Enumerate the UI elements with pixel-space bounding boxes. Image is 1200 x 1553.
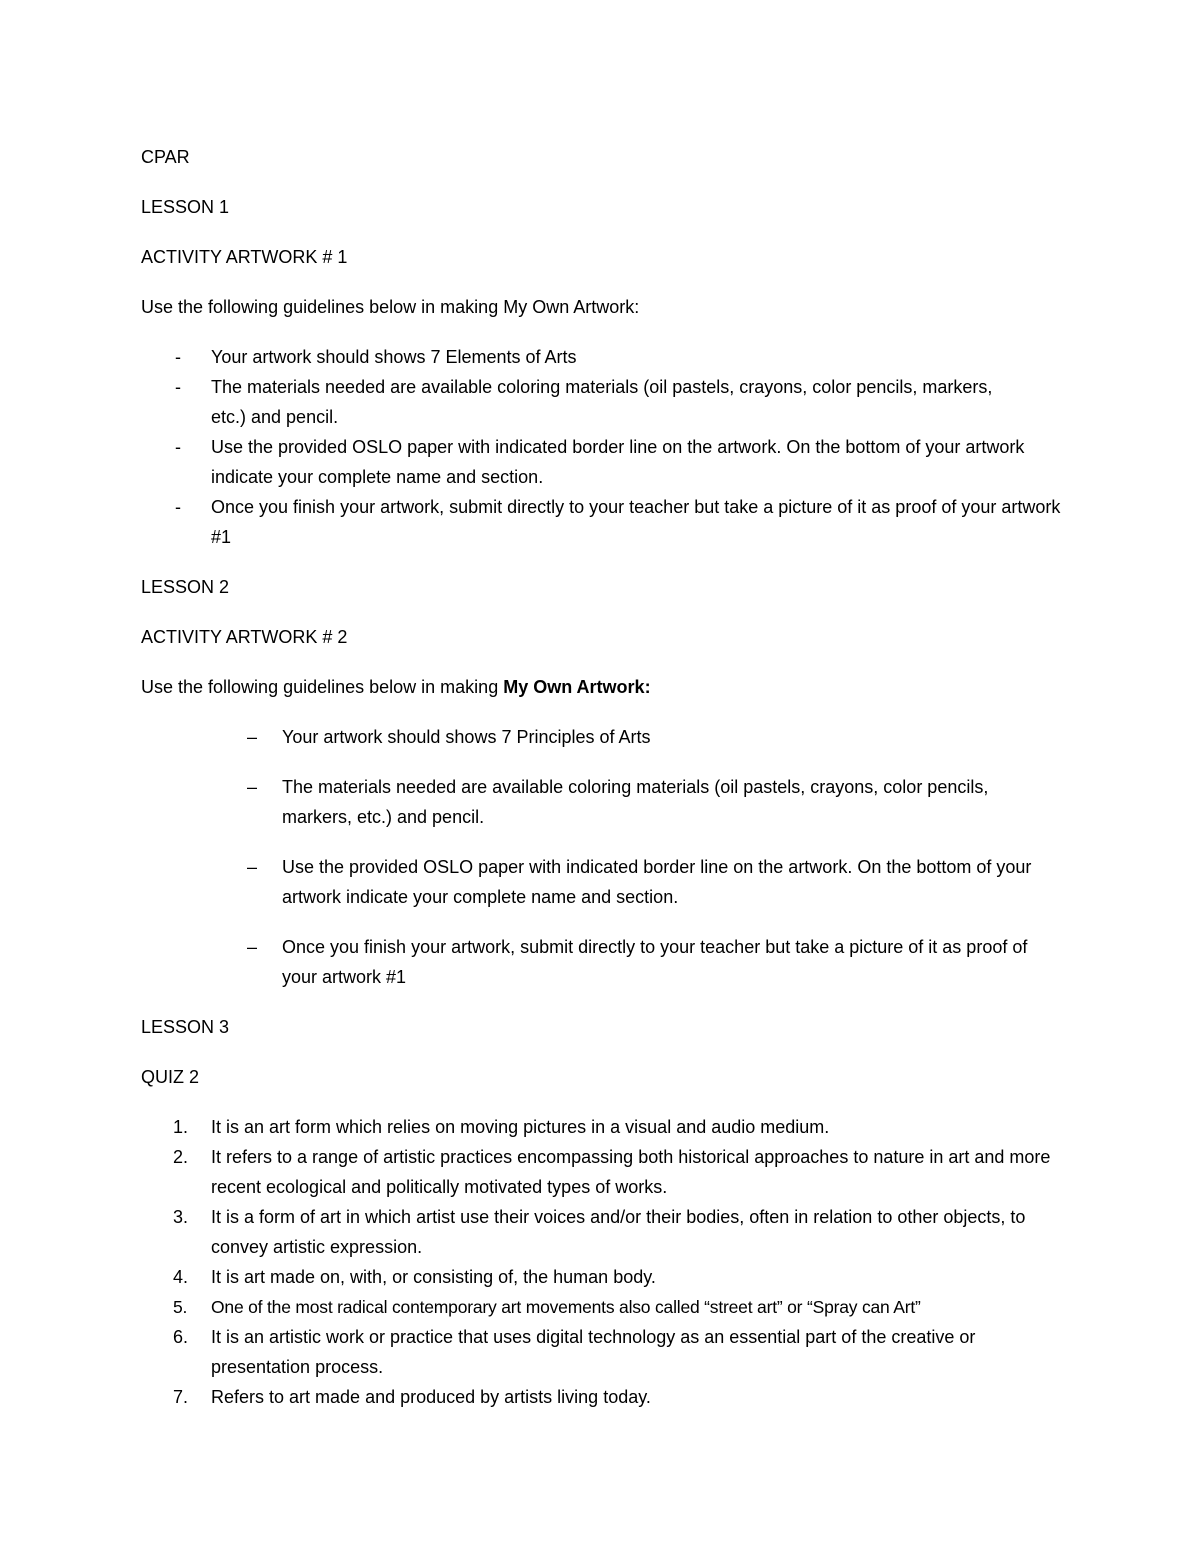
- activity-1-guidelines: [141, 342, 1061, 552]
- dash-bullet: -: [175, 347, 181, 367]
- question-number: 7.: [173, 1387, 189, 1407]
- list-item: [141, 1292, 1061, 1322]
- dash-bullet: -: [175, 437, 181, 457]
- guideline-text: Once you finish your artwork, submit directly to your teacher but take a picture of it as proof of your artwork #1: [211, 497, 1061, 547]
- emdash-bullet: –: [247, 777, 258, 797]
- list-item: [141, 772, 1062, 832]
- guideline-text: Use the provided OSLO paper with indicated border line on the artwork. On the bottom of your artwork indicate your complete name and section.: [282, 857, 1032, 907]
- list-item: [141, 1382, 1061, 1412]
- emdash-bullet: –: [247, 857, 258, 877]
- lesson-2-heading: LESSON 2: [141, 577, 230, 597]
- emdash-bullet: –: [247, 727, 258, 747]
- guideline-text: The materials needed are available coloring materials (oil pastels, crayons, color pencils, markers, etc.) and pencil.: [282, 777, 989, 827]
- guideline-text: Your artwork should shows 7 Principles of Arts: [282, 727, 651, 747]
- document-body: [141, 142, 1061, 1432]
- guideline-text: Your artwork should shows 7 Elements of Arts: [211, 347, 577, 367]
- list-item: [141, 852, 1062, 912]
- emdash-bullet: –: [247, 937, 258, 957]
- quiz-heading: QUIZ 2: [141, 1067, 200, 1087]
- guideline-text: The materials needed are available coloring materials (oil pastels, crayons, color pencils, markers, etc.) and pencil.: [211, 377, 993, 427]
- dash-bullet: -: [175, 497, 181, 517]
- question-text: One of the most radical contemporary art movements also called “street art” or “Spray can Art”: [211, 1297, 921, 1317]
- question-number: 6.: [173, 1327, 189, 1347]
- question-text: It is a form of art in which artist use their voices and/or their bodies, often in relation to other objects, to convey artistic expression.: [211, 1207, 1026, 1257]
- activity-1-heading: ACTIVITY ARTWORK # 1: [141, 247, 348, 267]
- list-item: [141, 1262, 1061, 1292]
- list-item: [141, 432, 1061, 492]
- course-title: CPAR: [141, 147, 190, 167]
- list-item: [141, 1142, 1061, 1202]
- list-item: [141, 722, 1061, 752]
- list-item: [141, 1202, 1061, 1262]
- question-number: 1.: [173, 1117, 189, 1137]
- question-text: Refers to art made and produced by artists living today.: [211, 1387, 651, 1407]
- guideline-text: Use the provided OSLO paper with indicated border line on the artwork. On the bottom of your artwork indicate your complete name and section.: [211, 437, 1025, 487]
- lesson-1-heading: LESSON 1: [141, 197, 230, 217]
- question-number: 3.: [173, 1207, 189, 1227]
- activity-2-heading: ACTIVITY ARTWORK # 2: [141, 627, 348, 647]
- question-text: It is an artistic work or practice that uses digital technology as an essential part of the creative or presentation process.: [211, 1327, 976, 1377]
- question-text: It refers to a range of artistic practices encompassing both historical approaches to nature in art and more recent ecological and politically motivated types of works.: [211, 1147, 1051, 1197]
- intro-bold-text: My Own Artwork:: [503, 677, 651, 697]
- question-text: It is an art form which relies on moving pictures in a visual and audio medium.: [211, 1117, 830, 1137]
- dash-bullet: -: [175, 377, 181, 397]
- activity-1-intro: Use the following guidelines below in making My Own Artwork:: [141, 297, 640, 317]
- question-number: 2.: [173, 1147, 189, 1167]
- list-item: [141, 1112, 1061, 1142]
- activity-2-guidelines: [141, 722, 1061, 992]
- list-item: [141, 492, 1061, 552]
- list-item: [141, 372, 1001, 432]
- lesson-3-heading: LESSON 3: [141, 1017, 230, 1037]
- question-number: 4.: [173, 1267, 189, 1287]
- intro-text: Use the following guidelines below in making: [141, 677, 504, 697]
- quiz-questions: [141, 1112, 1061, 1412]
- question-number: 5.: [173, 1297, 188, 1317]
- guideline-text: Once you finish your artwork, submit directly to your teacher but take a picture of it as proof of your artwork #1: [282, 937, 1028, 987]
- list-item: [141, 1322, 1061, 1382]
- list-item: [141, 342, 1061, 372]
- question-text: It is art made on, with, or consisting of, the human body.: [211, 1267, 656, 1287]
- activity-2-intro: [141, 672, 1061, 702]
- list-item: [141, 932, 1062, 992]
